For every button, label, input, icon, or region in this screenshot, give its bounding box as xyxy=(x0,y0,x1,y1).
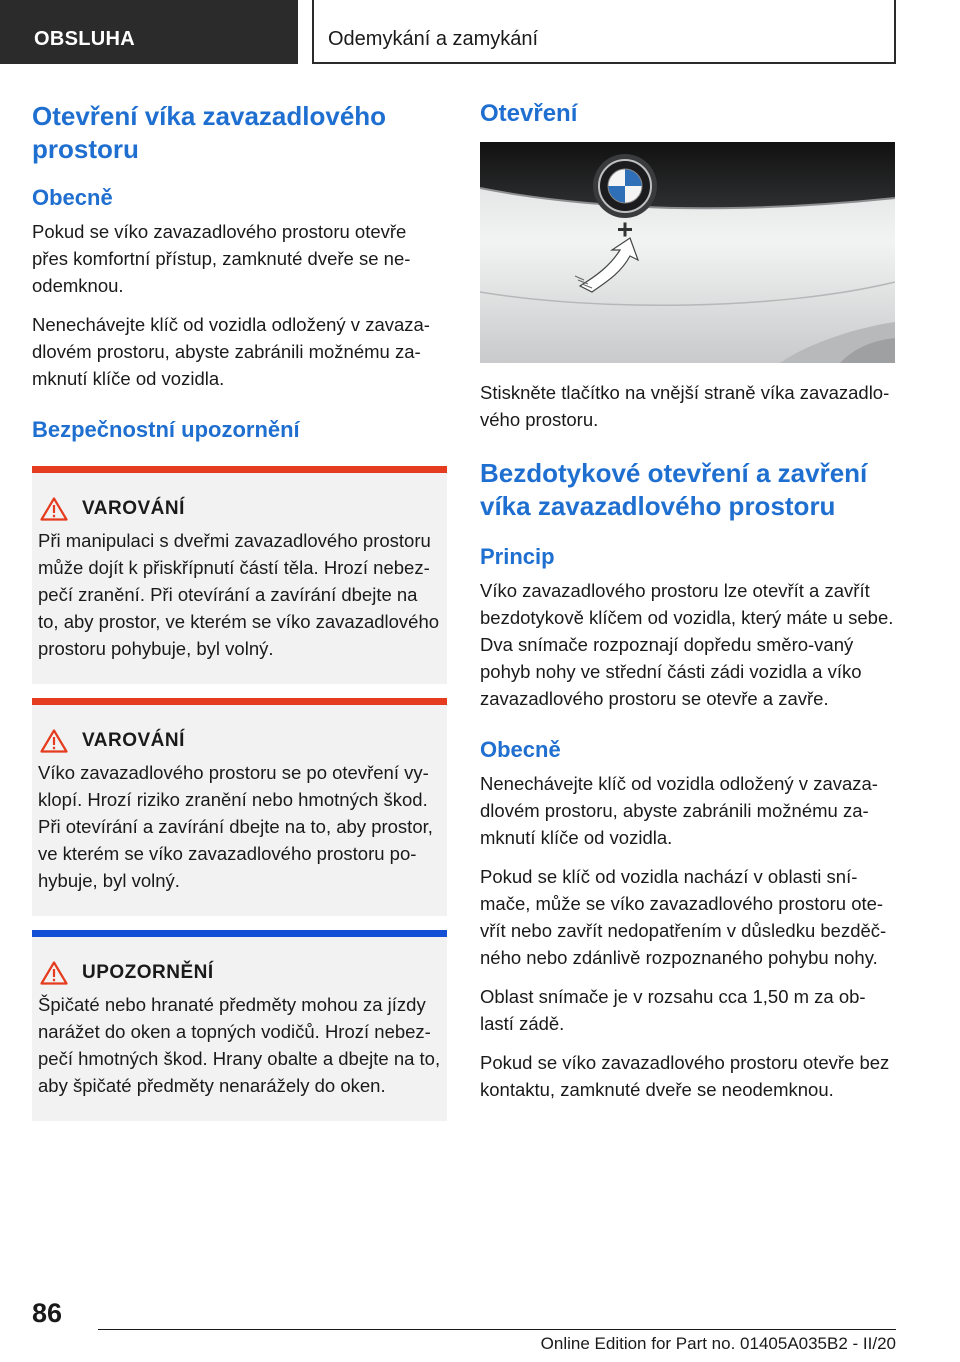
open-caption: Stiskněte tlačítko na vnější straně víka zavazadlo‐vého prostoru. xyxy=(480,382,890,430)
general-paragraph-1: Pokud se víko zavazadlového prostoru otevře přes komfortní přístup, zamknuté dveře se ne‐odemknou. xyxy=(32,221,411,296)
warning-text: Víko zavazadlového prostoru se po otevření vy‐klopí. Hrozí riziko zranění nebo hmotných škod. Při otevírání a zavírání dbejte na to, aby prostor, ve kterém se víko zavazadlového prostoru po‐hybuje, byl volný. xyxy=(38,762,433,891)
general-paragraph-r2: Pokud se klíč od vozidla nachází v oblasti sní‐mače, může se víko zavazadlového prostoru ote‐vřít nebo zavřít nedopatřením v důsledku bezděč‐ného nebo zdánlivě rozpoznaného pohybu nohy. xyxy=(480,866,887,968)
general-heading-right: Obecně xyxy=(480,737,561,762)
warning-triangle-icon xyxy=(40,961,68,985)
warning-box xyxy=(32,698,447,916)
page-number: 86 xyxy=(32,1298,63,1328)
general-paragraph-r3: Oblast snímače je v rozsahu cca 1,50 m za ob‐lastí zádě. xyxy=(480,986,866,1034)
general-paragraph-r4: Pokud se víko zavazadlového prostoru otevře bez kontaktu, zamknuté dveře se neodemknou. xyxy=(480,1052,890,1100)
caution-box xyxy=(32,930,447,1121)
warning-box xyxy=(32,466,447,684)
general-paragraph-r1: Nenechávejte klíč od vozidla odložený v zavaza‐dlovém prostoru, abyste zabránili možnému za‐mknutí klíče od vozidla. xyxy=(480,773,878,848)
warning-title: VAROVÁNÍ xyxy=(82,498,185,519)
warning-triangle-icon xyxy=(40,497,68,521)
safety-heading: Bezpečnostní upozornění xyxy=(32,417,300,442)
section-title: Otevření víka zavazadlového prostoru xyxy=(32,101,387,164)
footer-divider xyxy=(98,1329,896,1330)
warning-triangle-icon xyxy=(40,729,68,753)
general-paragraph-2: Nenechávejte klíč od vozidla odložený v zavaza‐dlovém prostoru, abyste zabránili možnému za‐mknutí klíče od vozidla. xyxy=(32,314,430,389)
general-heading: Obecně xyxy=(32,185,113,210)
caution-title: UPOZORNĚNÍ xyxy=(82,962,214,983)
trunk-button-photo xyxy=(480,142,895,363)
chapter-title: Odemykání a zamykání xyxy=(312,0,896,64)
principle-paragraph: Víko zavazadlového prostoru lze otevřít a zavřít bezdotykově klíčem od vozidla, který máte u sebe. Dva snímače rozpoznají dopředu směro‐vaný pohyb nohy ve střední části zádi vozidla a víko zavazadlového prostoru se otevře a zavře. xyxy=(480,580,894,709)
right-column xyxy=(480,100,895,1115)
warning-text: Při manipulaci s dveřmi zavazadlového prostoru může dojít k přiskřípnutí částí těla. Hrozí nebez‐pečí zranění. Při otevírání a zavírání dbejte na to, aby prostor, ve kterém se víko zavazadlového prostoru pohybuje, byl volný. xyxy=(38,530,440,659)
left-column xyxy=(32,100,447,1135)
edition-note: Online Edition for Part no. 01405A035B2 - II/20 xyxy=(540,1334,896,1353)
caution-text: Špičaté nebo hranaté předměty mohou za jízdy narážet do oken a topných vodičů. Hrozí nebez‐pečí hmotných škod. Hrany obalte a dbejte na to, aby špičaté předměty nenarážely do oken. xyxy=(38,994,441,1096)
section-tab: OBSLUHA xyxy=(0,0,298,64)
contactless-title: Bezdotykové otevření a zavření víka zavazadlového prostoru xyxy=(480,458,868,521)
open-heading: Otevření xyxy=(480,100,578,127)
warning-title: VAROVÁNÍ xyxy=(82,730,185,751)
principle-heading: Princip xyxy=(480,544,555,569)
